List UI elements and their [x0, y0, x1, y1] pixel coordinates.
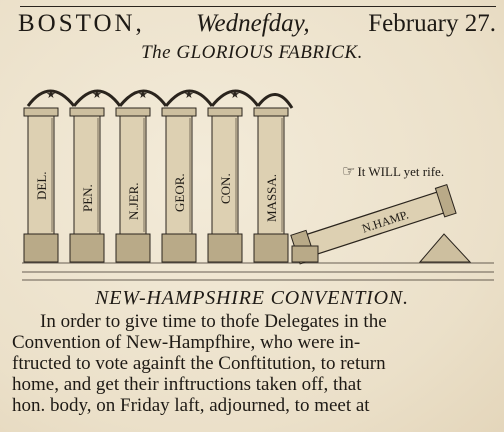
fallen-pillar-label: N.HAMP.: [360, 207, 411, 236]
svg-text:★: ★: [92, 88, 102, 101]
top-rule: [20, 6, 496, 7]
article-line: home, and get their inftructions taken off, that: [12, 374, 362, 395]
caption-text: It WILL yet rife.: [357, 164, 445, 179]
article-line: In order to give time to thofe Delegates in the: [40, 311, 387, 332]
pillar-del: [24, 108, 58, 262]
pillar-label: MASSA.: [264, 173, 279, 222]
headline: NEW-HAMPSHIRE CONVENTION.: [95, 287, 409, 309]
pillar-label: PEN.: [80, 184, 95, 212]
svg-text:★: ★: [46, 88, 56, 101]
pointing-hand-icon: ☞: [342, 164, 356, 180]
pillar-massa: [254, 108, 288, 262]
pillar-pen: [70, 108, 104, 262]
article-line: hon. body, on Friday laft, adjourned, to meet at: [12, 395, 370, 416]
ground-hatching: [22, 263, 494, 280]
subtitle: The GLORIOUS FABRICK.: [141, 42, 363, 63]
glorious-fabrick-illustration: [0, 72, 504, 294]
article-line: ftructed to vote againft the Conftitution, to return: [12, 353, 386, 374]
arches: [28, 91, 292, 108]
pillar-con: [208, 108, 242, 262]
pillar-group: [24, 108, 288, 262]
pillar-label: DEL.: [34, 171, 49, 200]
pillar-njer: [116, 108, 150, 262]
svg-text:★: ★: [138, 88, 148, 101]
svg-text:★: ★: [230, 88, 240, 101]
pillar-label: GEOR.: [172, 173, 187, 212]
dateline-date: February 27.: [368, 10, 496, 37]
article-line: Convention of New-Hampfhire, who were in-: [12, 332, 361, 353]
dateline: [18, 10, 496, 44]
pillar-label: N.JER.: [126, 182, 141, 220]
pillar-geor: [162, 108, 196, 262]
svg-text:★: ★: [184, 88, 194, 101]
arch-stars: [46, 88, 240, 101]
dateline-city: BOSTON,: [18, 10, 145, 37]
it-will-yet-rise-caption: [342, 162, 444, 181]
pillar-label: CON.: [218, 173, 233, 204]
dateline-day: Wednefday,: [196, 10, 310, 37]
article-body: [12, 311, 496, 416]
